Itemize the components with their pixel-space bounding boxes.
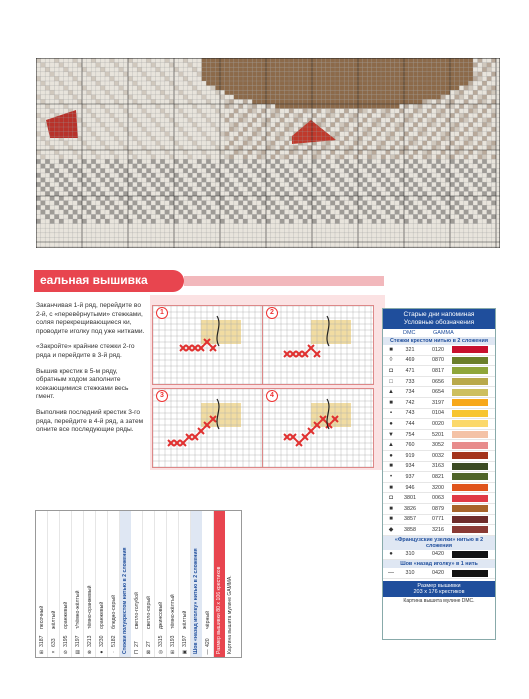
row-code: 27 [145, 641, 152, 647]
row-gamma: 0420 [432, 570, 444, 577]
row-symbol: ▲ [388, 442, 394, 449]
row-dmc: 744 [405, 420, 415, 427]
row-gamma: 0063 [432, 495, 444, 502]
row-dmc: 3801 [404, 495, 416, 502]
row-name: тёмно-жёлтый [169, 594, 176, 629]
row-symbol: ■ [389, 346, 393, 353]
row-dmc: 937 [405, 473, 415, 480]
section-cross: Стежки крестом нитью в 2 сложения [383, 337, 495, 345]
legend-row [383, 366, 495, 377]
row-symbol: ◊ [389, 357, 393, 364]
color-swatch [452, 570, 488, 577]
row-dmc: 321 [405, 346, 415, 353]
row-symbol: ▪ [389, 410, 393, 417]
step-grid [263, 306, 373, 384]
row-symbol: ■ [389, 463, 393, 470]
legend-row [383, 550, 495, 561]
row-gamma: 0771 [432, 516, 444, 523]
row-gamma: 0870 [432, 357, 444, 364]
row-symbol: ● [389, 551, 393, 558]
row-symbol: ◎ [157, 649, 164, 655]
row-symbol: ● [98, 650, 105, 654]
row-symbol: ⊘ [62, 649, 69, 655]
row-name: светло-голубой [133, 592, 140, 629]
size-value: 80 x 106 крестиков [216, 566, 222, 612]
size-label: Размер вышивки [417, 582, 461, 589]
legend-row [383, 377, 495, 388]
legend-row [383, 409, 495, 420]
row-symbol: — [204, 649, 211, 655]
legend-row [383, 525, 495, 536]
legend-row [383, 440, 495, 451]
legend-row [383, 419, 495, 430]
row-code: 5182 [110, 635, 117, 647]
row-dmc: 919 [405, 452, 415, 459]
color-swatch [452, 495, 488, 502]
legend-row [383, 568, 495, 579]
row-gamma: 0821 [432, 473, 444, 480]
legend-row [155, 511, 167, 657]
row-dmc: 310 [405, 551, 415, 558]
row-symbol: ■ [389, 516, 393, 523]
legend-right [382, 308, 496, 640]
row-name: бледно-серый [110, 594, 117, 629]
row-gamma: 3197 [432, 399, 444, 406]
color-swatch [452, 452, 488, 459]
row-symbol: × [50, 650, 57, 654]
col-dmc: DMC [403, 330, 416, 336]
legend-row [383, 504, 495, 515]
row-code: 633 [50, 638, 57, 647]
row-symbol: · [110, 651, 117, 653]
row-symbol: ▤ [74, 649, 81, 655]
row-name: светло-серый [145, 596, 152, 629]
color-swatch [452, 410, 488, 417]
instructions-text [36, 302, 148, 442]
instruction-paragraph: Вышив крестик в 5-м ряду, обратным ходом заполните ксекающимися стежками весь гмент. [36, 367, 129, 401]
row-dmc: 469 [405, 357, 415, 364]
color-swatch [452, 473, 488, 480]
col-gamma: GAMMA [433, 330, 454, 336]
legend-row [48, 511, 60, 657]
step-grid [153, 306, 263, 384]
row-code: 3193 [169, 635, 176, 647]
row-dmc: 3858 [404, 526, 416, 533]
row-name: песочный [38, 605, 45, 629]
row-symbol: ▲ [388, 389, 394, 396]
legend-row [383, 483, 495, 494]
instruction-paragraph: Выполнив последний крестик 3-го ряда, перейдите в 4-й ряд, а затем олните все последующие ряды. [36, 408, 144, 434]
legend-row [383, 345, 495, 356]
row-gamma: 3200 [432, 484, 444, 491]
row-code: 3315 [157, 635, 164, 647]
size-box [214, 511, 225, 657]
row-dmc: 760 [405, 442, 415, 449]
legend-subtitle: Условные обозначения [403, 319, 475, 326]
legend-title: Старые дни напоминая [403, 311, 475, 318]
row-code: 3197 [181, 635, 188, 647]
row-gamma: 0104 [432, 410, 444, 417]
step-diagram-4 [262, 388, 374, 468]
row-dmc: 754 [405, 431, 415, 438]
row-dmc: 3857 [404, 516, 416, 523]
color-swatch [452, 484, 488, 491]
row-gamma: 3163 [432, 463, 444, 470]
row-dmc: 946 [405, 484, 415, 491]
row-symbol: ◘ [389, 495, 393, 502]
row-code: 3230 [98, 635, 105, 647]
step-grid [153, 389, 263, 467]
row-code: 3195 [62, 635, 69, 647]
row-gamma: 0120 [432, 346, 444, 353]
legend-row [96, 511, 108, 657]
step-diagram-1 [152, 305, 264, 385]
legend-left-rotated [36, 511, 241, 657]
row-symbol: — [388, 570, 394, 577]
row-dmc: 742 [405, 399, 415, 406]
cross-stitch-pattern-grid [36, 58, 500, 248]
row-gamma: 0879 [432, 505, 444, 512]
row-code: 3187 [38, 635, 45, 647]
step-number: 3 [156, 390, 168, 402]
row-gamma: 0420 [432, 551, 444, 558]
row-symbol: ⊗ [86, 649, 93, 655]
row-name: жёлтый [181, 610, 188, 629]
row-symbol: □ [389, 378, 393, 385]
row-name: тёмно-оранжевый [86, 585, 93, 629]
row-symbol: ● [389, 420, 393, 427]
row-gamma: 0656 [432, 378, 444, 385]
row-name: оранжевый [62, 601, 69, 629]
row-symbol: ▣ [181, 649, 188, 655]
row-dmc: 734 [405, 389, 415, 396]
row-name: оранжевый [98, 601, 105, 629]
legend-row [60, 511, 72, 657]
instruction-paragraph: Заканчивая 1-й ряд, перейдите во 2-й, с «перевёрнутыми» стежками, соляя перекрещивающиеся ки, проводите иголку под уже нитками. [36, 302, 145, 335]
row-symbol: П [133, 650, 140, 654]
row-symbol: ● [389, 452, 393, 459]
color-swatch [452, 420, 488, 427]
step-number: 1 [156, 307, 168, 319]
legend-row [202, 511, 214, 657]
color-swatch [452, 357, 488, 364]
section-banner [34, 270, 184, 292]
row-gamma: 0032 [432, 452, 444, 459]
legend-row [179, 511, 191, 657]
legend-header [383, 309, 495, 329]
legend-rows [131, 511, 191, 657]
color-swatch [452, 526, 488, 533]
row-name: джинсовый [157, 601, 164, 629]
color-swatch [452, 389, 488, 396]
color-swatch [452, 463, 488, 470]
row-name: жёлтый [50, 610, 57, 629]
color-swatch [452, 516, 488, 523]
section-title: еальная вышивка [40, 273, 148, 287]
row-symbol: ■ [389, 399, 393, 406]
color-swatch [452, 346, 488, 353]
row-dmc: 733 [405, 378, 415, 385]
color-swatch [452, 431, 488, 438]
legend-left [35, 510, 242, 658]
row-gamma: 0654 [432, 389, 444, 396]
legend-note: Картина вышита мулине GAMMA. [227, 575, 233, 654]
legend-rows [383, 345, 495, 536]
row-symbol: ⊠ [145, 649, 152, 655]
section-half: Стежки полукрестом нитью в 2 сложения [120, 511, 131, 657]
legend-row [131, 511, 143, 657]
row-code: 3213 [86, 635, 93, 647]
step-number: 4 [266, 390, 278, 402]
row-symbol: ▼ [388, 431, 394, 438]
step-grid [263, 389, 373, 467]
legend-row [383, 398, 495, 409]
section-backstitch: Шов «назад иголку» в 1 нить [383, 560, 495, 568]
row-symbol: ⊞ [38, 649, 45, 655]
color-swatch [452, 442, 488, 449]
row-gamma: 0817 [432, 367, 444, 374]
instruction-paragraph: «Закройте» крайние стежки 2-го ряда и перейдите в 3-й ряд. [36, 343, 135, 359]
row-gamma: 5201 [432, 431, 444, 438]
color-swatch [452, 551, 488, 558]
row-symbol: • [389, 473, 393, 480]
color-swatch [452, 399, 488, 406]
row-dmc: 743 [405, 410, 415, 417]
row-dmc: 934 [405, 463, 415, 470]
legend-row [383, 356, 495, 367]
step-diagram-3 [152, 388, 264, 468]
legend-rows [36, 511, 120, 657]
legend-row [383, 472, 495, 483]
row-name: чёрный [204, 611, 211, 629]
row-dmc: 471 [405, 367, 415, 374]
legend-note: Картина вышита мулине DMC. [403, 597, 475, 604]
row-dmc: 3826 [404, 505, 416, 512]
size-label: Размер вышивки [216, 613, 222, 654]
color-swatch [452, 367, 488, 374]
step-number: 2 [266, 307, 278, 319]
section-backstitch: Шов «назад иголку» нитью в 2 сложения [191, 511, 202, 657]
row-gamma: 3052 [432, 442, 444, 449]
row-symbol: ◘ [389, 367, 393, 374]
decorative-band [184, 276, 384, 286]
legend-row [108, 511, 120, 657]
step-diagram-2 [262, 305, 374, 385]
legend-row [383, 451, 495, 462]
row-dmc: 310 [405, 570, 415, 577]
legend-column-headers [383, 329, 495, 337]
row-symbol: ◆ [388, 527, 394, 534]
size-value: 203 x 176 крестиков [413, 588, 465, 595]
legend-row [72, 511, 84, 657]
row-symbol: ⊞ [169, 649, 176, 655]
color-swatch [452, 378, 488, 385]
row-gamma: 0020 [432, 420, 444, 427]
row-symbol: ■ [389, 505, 393, 512]
size-box [383, 581, 495, 597]
row-code: 3197 [74, 635, 81, 647]
legend-row [383, 430, 495, 441]
legend-row [383, 387, 495, 398]
legend-row [383, 515, 495, 526]
legend-row [383, 462, 495, 473]
row-code: 420 [204, 638, 211, 647]
legend-row [167, 511, 179, 657]
row-code: 27 [133, 641, 140, 647]
row-name: т/тёмно-жёлтый [74, 590, 81, 629]
legend-row [84, 511, 96, 657]
color-swatch [452, 505, 488, 512]
row-symbol: ■ [389, 484, 393, 491]
legend-row [143, 511, 155, 657]
legend-row [36, 511, 48, 657]
legend-row [383, 493, 495, 504]
section-knots: «Французские узелки» нитью в 2 сложения [383, 536, 495, 550]
row-gamma: 3216 [432, 526, 444, 533]
